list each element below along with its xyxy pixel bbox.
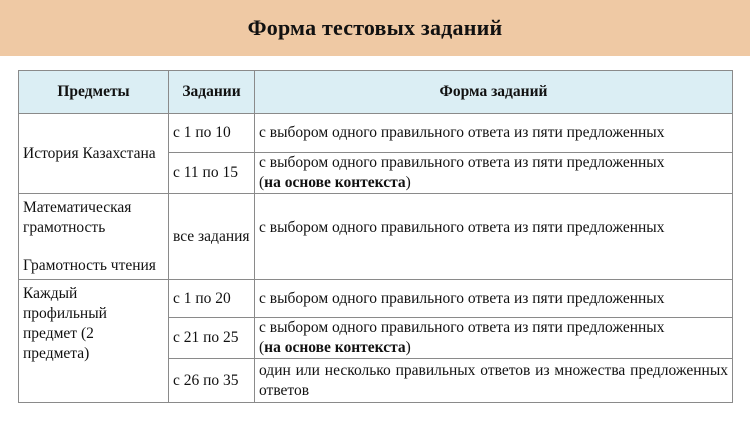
table-row — [19, 114, 733, 153]
subject-literacy — [19, 194, 169, 280]
paren-open: ( — [259, 339, 265, 356]
task-range: все задания — [169, 194, 255, 280]
page-title: Форма тестовых заданий — [247, 15, 503, 40]
header-form: Форма заданий — [255, 71, 733, 114]
table-header-row — [19, 71, 733, 114]
subject-profile — [19, 280, 169, 403]
task-form: с выбором одного правильного ответа из пяти предложенных — [255, 114, 733, 153]
subject-label: История Казахстана — [23, 144, 156, 162]
subject-label: грамотность — [23, 219, 106, 236]
subject-label: профильный — [23, 305, 107, 322]
subject-label: Грамотность чтения — [23, 257, 156, 274]
task-form: один или несколько правильных ответов из множества предложенных ответов — [255, 359, 733, 403]
header-tasks: Задании — [169, 71, 255, 114]
task-range: с 1 по 20 — [169, 280, 255, 318]
context-note: на основе контекста — [264, 174, 406, 191]
task-form — [255, 153, 733, 194]
task-range: с 1 по 10 — [169, 114, 255, 153]
form-text: с выбором одного правильного ответа из пяти предложенных — [259, 154, 665, 171]
test-forms-table — [18, 70, 733, 403]
context-note: на основе контекста — [264, 339, 406, 356]
paren-close: ) — [405, 174, 411, 191]
subject-label: Каждый — [23, 285, 78, 302]
paren-open: ( — [259, 174, 265, 191]
task-form: с выбором одного правильного ответа из пяти предложенных — [255, 280, 733, 318]
title-bar — [0, 0, 750, 56]
table-row — [19, 280, 733, 318]
subject-label: Математическая — [23, 199, 132, 216]
table-row — [19, 194, 733, 280]
task-range: с 26 по 35 — [169, 359, 255, 403]
subject-history — [19, 114, 169, 194]
task-form: с выбором одного правильного ответа из пяти предложенных — [255, 194, 733, 280]
form-text: с выбором одного правильного ответа из пяти предложенных — [259, 319, 665, 336]
task-range: с 21 по 25 — [169, 318, 255, 359]
subject-label: предмет (2 предмета) — [23, 325, 94, 362]
task-range: с 11 по 15 — [169, 153, 255, 194]
task-form — [255, 318, 733, 359]
paren-close: ) — [405, 339, 411, 356]
header-subjects: Предметы — [19, 71, 169, 114]
